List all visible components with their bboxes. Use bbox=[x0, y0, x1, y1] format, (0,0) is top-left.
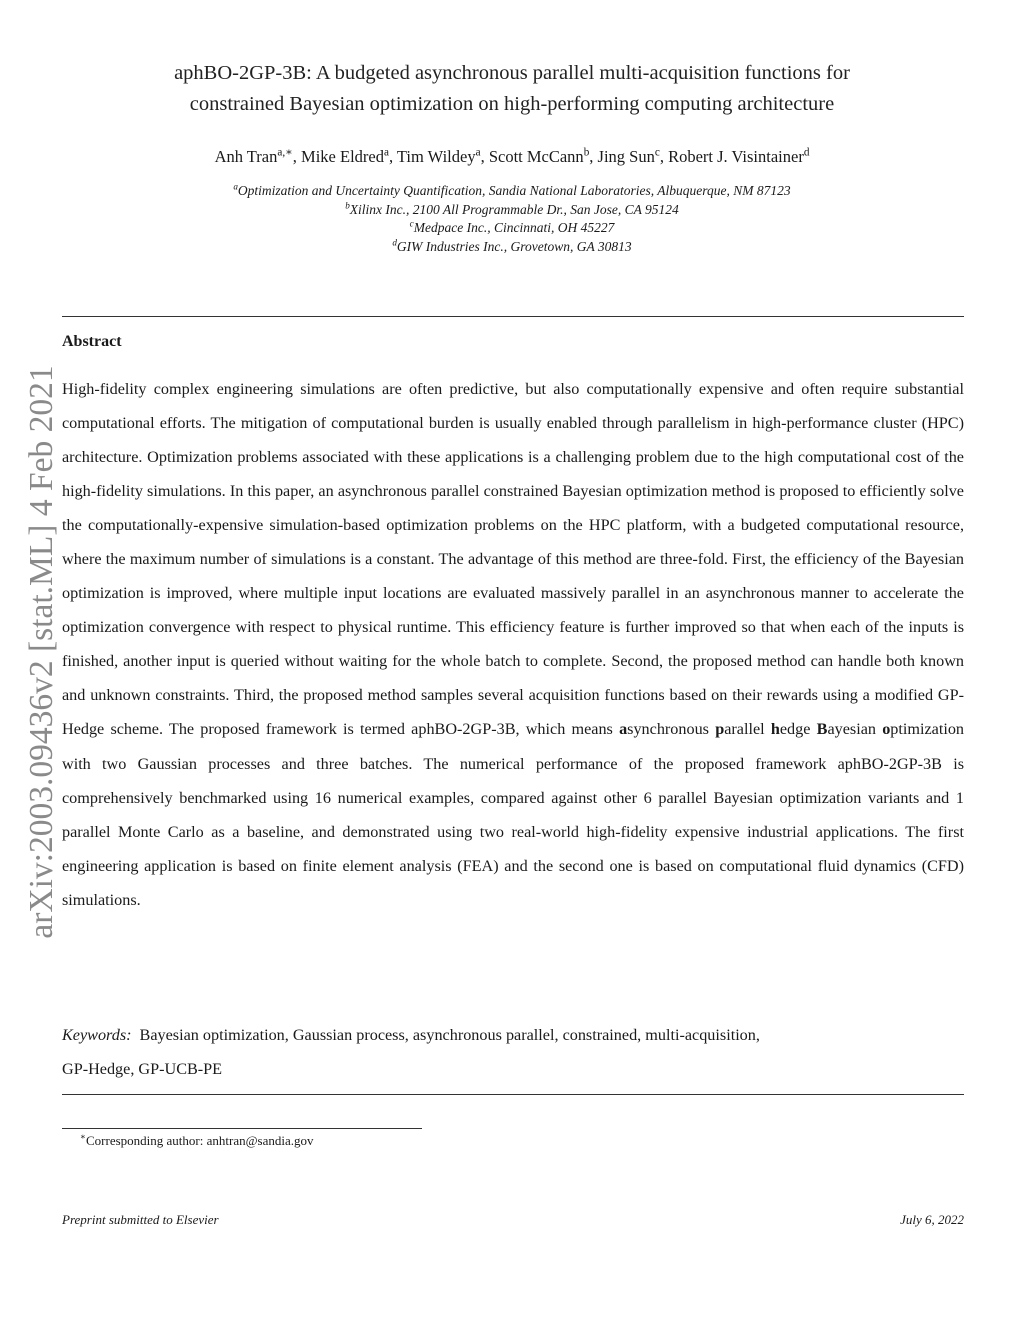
arxiv-identifier: arXiv:2003.09436v2 [stat.ML] 4 Feb 2021 bbox=[23, 365, 60, 939]
keywords-label: Keywords: bbox=[62, 1026, 132, 1044]
keywords bbox=[62, 1018, 964, 1086]
acronym-word: parallel bbox=[715, 720, 771, 739]
author: Robert J. Visintainer$^d$ bbox=[668, 146, 810, 166]
author-list bbox=[62, 145, 962, 169]
footnote-rule bbox=[62, 1128, 422, 1129]
top-divider bbox=[62, 316, 964, 317]
author: Tim Wildey$^a$, bbox=[396, 146, 489, 166]
preprint-note: Preprint submitted to Elsevier bbox=[62, 1212, 219, 1227]
acronym-word: asynchronous bbox=[619, 720, 716, 739]
keywords-line: GP-Hedge, GP-UCB-PE bbox=[62, 1060, 223, 1078]
affiliation: $^b$Xilinx Inc., 2100 All Programmable Dr., San Jose, CA 95124 bbox=[345, 200, 679, 217]
keywords-line: Keywords: Bayesian optimization, Gaussian process, asynchronous parallel, constrained, multi-acquisition, bbox=[62, 1026, 760, 1044]
author: Anh Tran$^{a,∗}$, bbox=[214, 146, 302, 166]
bottom-divider bbox=[62, 1094, 964, 1095]
abstract-heading: Abstract bbox=[62, 333, 122, 350]
affiliation: $^c$Medpace Inc., Cincinnati, OH 45227 bbox=[409, 218, 615, 235]
affiliation: $^a$Optimization and Uncertainty Quantification, Sandia National Laboratories, Albuquerque, NM 87123 bbox=[233, 181, 791, 198]
paper-title bbox=[62, 58, 962, 120]
acronym-word: Bayesian bbox=[816, 720, 883, 739]
affiliations bbox=[62, 182, 962, 256]
author: Scott McCann$^b$, bbox=[488, 146, 598, 166]
footnote: ∗Corresponding author: anhtran@sandia.gov bbox=[80, 1131, 314, 1148]
acronym-word: hedge bbox=[770, 720, 817, 739]
title-line: aphBO-2GP-3B: A budgeted asynchronous parallel multi-acquisition functions for bbox=[174, 62, 850, 84]
abstract-body: High-fidelity complex engineering simulations are often predictive, but also computationally expensive and often require substantial computational efforts. The mitigation of computational burden is usually enabled through parallelism in high-performance cluster (HPC) architecture. Optimization problems associated with these applications is a challenging problem due to the high computational cost of the high-fidelity simulations. In this paper, an asynchronous parallel constrained Bayesian optimization method is proposed to efficiently solve the computationally-expensive simulation-based optimization problems on the HPC platform, with a budgeted computational resource, where the maximum number of simulations is a constant. The advantage of this method are three-fold. First, the efficiency of the Bayesian optimization is improved, where multiple input locations are evaluated massively parallel in an asynchronous manner to accelerate the optimization convergence with respect to physical runtime. This efficiency feature is further improved so that when each of the inputs is finished, another input is queried without waiting for the whole batch to complete. Second, the proposed method can handle both known and unknown constraints. Third, the proposed method samples several acquisition functions based on their rewards using a modified GP-Hedge scheme. The proposed framework is termed aphBO-2GP-3B, which means asynchronous parallel hedge Bayesian optimization with two Gaussian processes and three batches. The numerical performance of the proposed framework aphBO-2GP-3B is comprehensively benchmarked using 16 numerical examples, compared against other 6 parallel Bayesian optimization variants and 1 parallel Monte Carlo as a baseline, and demonstrated using two real-world high-fidelity expensive industrial applications. The first engineering application is based on finite element analysis (FEA) and the second one is based on computational fluid dynamics (CFD) simulations. bbox=[62, 380, 965, 909]
author: Jing Sun$^c$, bbox=[597, 146, 669, 166]
acronym-word: optimization bbox=[882, 720, 965, 739]
author: Mike Eldred$^a$, bbox=[301, 146, 397, 166]
preprint-date: July 6, 2022 bbox=[900, 1212, 964, 1227]
affiliation: $^d$GIW Industries Inc., Grovetown, GA 30813 bbox=[392, 237, 632, 254]
title-line: constrained Bayesian optimization on high-performing computing architecture bbox=[189, 93, 835, 115]
